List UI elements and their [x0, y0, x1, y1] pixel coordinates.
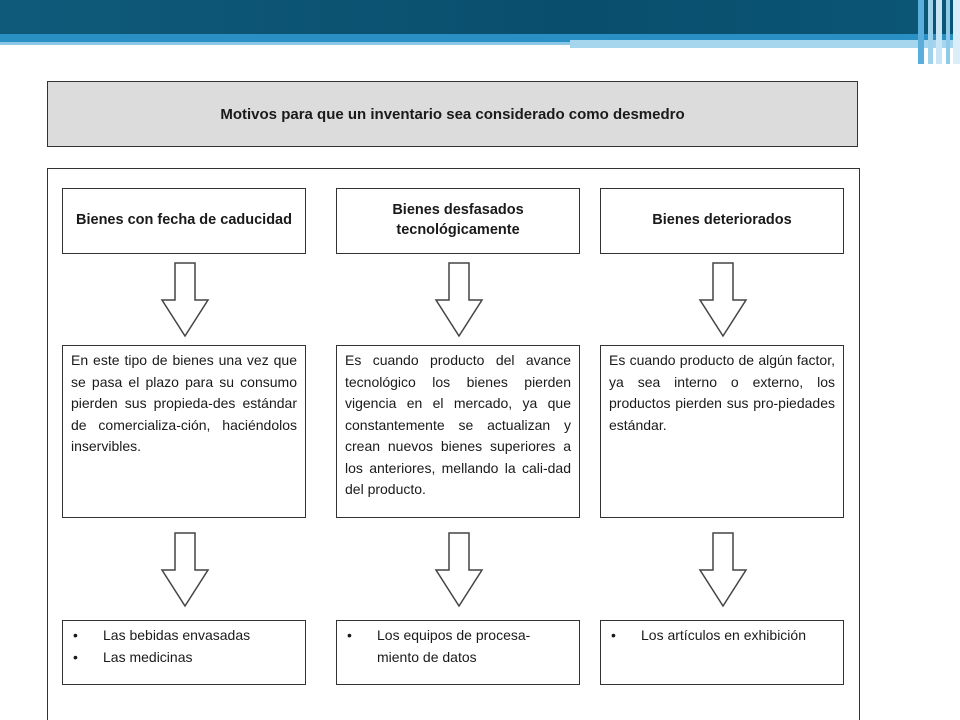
slide-header-accent [953, 0, 960, 64]
down-arrow-icon [698, 262, 748, 338]
slide-header-stripe [570, 40, 960, 48]
slide-header-bar [0, 0, 960, 34]
examples-box-desfasados [336, 620, 580, 685]
description-caducidad: En este tipo de bienes una vez que se pasa el plazo para su consumo pierden sus propieda-des estándar de comercializa-ción, haciéndolos inservibles. [71, 352, 297, 454]
description-box-desfasados [336, 345, 580, 518]
list-item: • Los artículos en exhibición [609, 624, 835, 646]
examples-box-deteriorados [600, 620, 844, 685]
description-box-caducidad [62, 345, 306, 518]
slide-header-accent [918, 0, 924, 64]
list-item: • Las medicinas [71, 646, 297, 668]
heading-desfasados: Bienes desfasados tecnológicamente [392, 202, 524, 238]
down-arrow-icon [160, 532, 210, 608]
examples-box-caducidad [62, 620, 306, 685]
diagram-title [47, 81, 858, 147]
slide-header-accent [936, 0, 942, 64]
slide-header-accent [946, 0, 950, 64]
heading-deteriorados: Bienes deteriorados [652, 212, 792, 229]
description-box-deteriorados [600, 345, 844, 518]
down-arrow-icon [434, 532, 484, 608]
slide-header-stripe [0, 34, 570, 42]
heading-caducidad: Bienes con fecha de caducidad [76, 212, 292, 229]
down-arrow-icon [434, 262, 484, 338]
heading-box-caducidad [62, 188, 306, 254]
slide-header-accent [928, 0, 933, 64]
description-desfasados: Es cuando producto del avance tecnológico los bienes pierden vigencia en el mercado, ya que constantemente se actualizan y crean nuevos bienes superiores a los anteriores, mellando la cali-dad del producto. [345, 352, 571, 497]
slide-header-stripe [0, 42, 570, 45]
heading-box-deteriorados [600, 188, 844, 254]
down-arrow-icon [160, 262, 210, 338]
description-deteriorados: Es cuando producto de algún factor, ya sea interno o externo, los productos pierden sus pro-piedades estándar. [609, 352, 835, 433]
list-item: • Las bebidas envasadas [71, 624, 297, 646]
heading-box-desfasados [336, 188, 580, 254]
down-arrow-icon [698, 532, 748, 608]
list-item: • Los equipos de procesa-miento de datos [345, 624, 571, 668]
diagram-title-text: Motivos para que un inventario sea considerado como desmedro [220, 105, 685, 123]
